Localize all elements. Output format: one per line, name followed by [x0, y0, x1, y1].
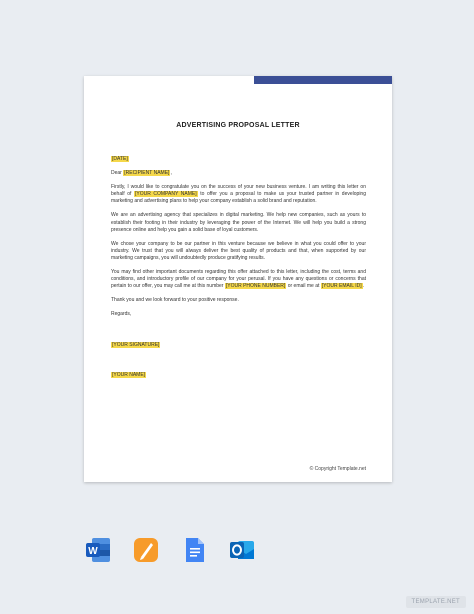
- accent-bar: [254, 76, 392, 84]
- outlook-icon[interactable]: [228, 536, 256, 564]
- letter-body: [111, 156, 366, 386]
- word-icon[interactable]: [84, 536, 112, 564]
- letter-page: [84, 76, 392, 482]
- salutation: Dear [RECIPIENT NAME],: [111, 170, 172, 177]
- paragraph-5: Thank you and we look forward to your positive response.: [111, 297, 239, 304]
- paragraph-2: We are an advertising agency that specializes in digital marketing. We help new companies, such as yours to establish their footing in their industry by leveraging the power of the Internet. We will help you build a strong presence online and help you gain a solid base of loyal customers.: [111, 212, 366, 233]
- email-placeholder: [YOUR EMAIL ID]: [321, 283, 362, 290]
- recipient-placeholder: [RECIPIENT NAME]: [124, 170, 170, 177]
- paragraph-3: We chose your company to be our partner in this venture because we believe in what you could offer to your industry. We trust that you will always deliver the best quality of products and that, when supported by our marketing campaigns, you will undoubtedly produce gratifying results.: [111, 240, 366, 261]
- name-line: [111, 372, 366, 379]
- name-placeholder: [YOUR NAME]: [112, 371, 146, 378]
- format-icons: [84, 536, 256, 564]
- google-docs-icon[interactable]: [180, 536, 208, 564]
- signature-placeholder: [YOUR SIGNATURE]: [112, 341, 160, 348]
- paragraph-1: Firstly, I would like to congratulate you on the success of your new business venture. I am writing this letter on behalf of [YOUR COMPANY NAME] to offer you a proposal to make us your trusted partner in developing marketing and advertising plans to help your company establish a solid brand and reputation.: [111, 184, 366, 205]
- date-line: [111, 156, 366, 163]
- pages-icon[interactable]: [132, 536, 160, 564]
- svg-text:W: W: [88, 546, 98, 557]
- signature-line: [111, 342, 366, 349]
- date-placeholder: [DATE]: [112, 156, 128, 162]
- document-title: ADVERTISING PROPOSAL LETTER: [176, 122, 300, 129]
- watermark: TEMPLATE.NET: [406, 596, 467, 608]
- paragraph-4: You may find other important documents regarding this offer attached to this letter, including the cost, terms and conditions, and introductory profile of our company for your perusal. If you have any questions or concerns that pertain to our offer, you may call me at this number [YOUR PHONE NUMBER] or email me at [YOUR EMAIL ID].: [111, 269, 366, 290]
- copyright-text: © Copyright Template.net: [309, 466, 366, 472]
- company-placeholder: [YOUR COMPANY NAME]: [134, 191, 197, 198]
- phone-placeholder: [YOUR PHONE NUMBER]: [225, 283, 286, 290]
- closing: Regards,: [111, 311, 132, 318]
